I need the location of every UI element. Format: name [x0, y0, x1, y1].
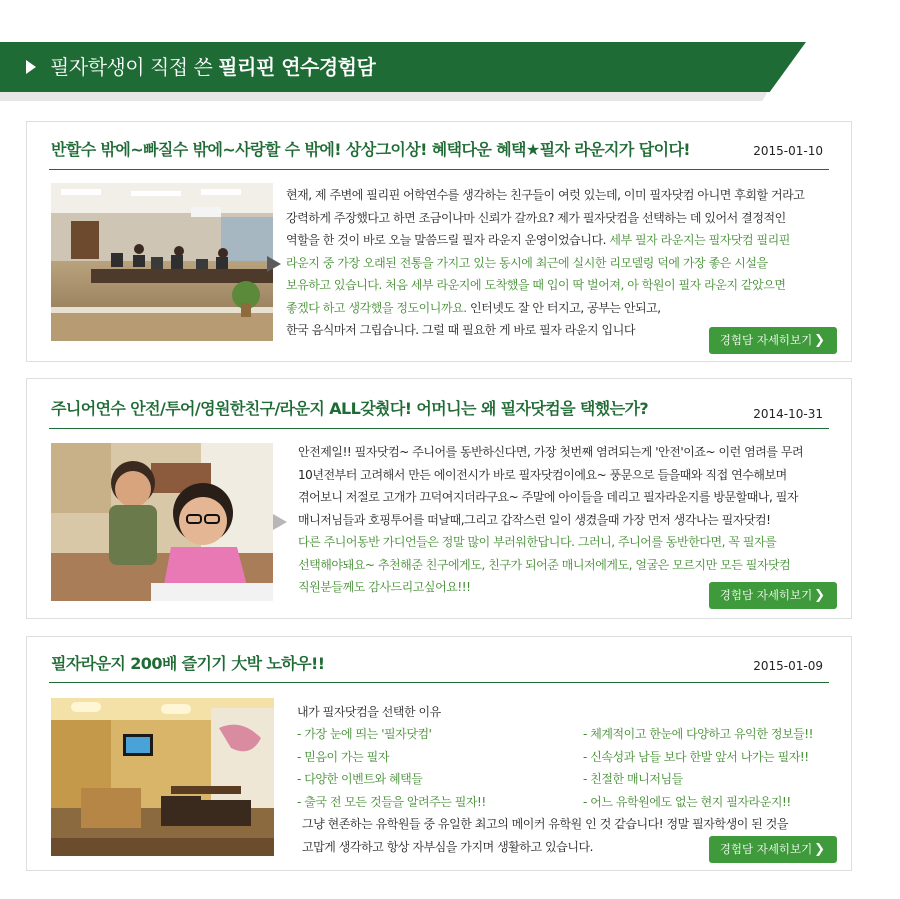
body-line: 현재, 제 주변에 필리핀 어학연수를 생각하는 친구들이 여럿 있는데, 이미 필자닷컴 아니면 후회할 거라고 [286, 188, 805, 202]
lounge-photo[interactable] [51, 183, 273, 341]
play-arrow-icon [26, 60, 36, 74]
chevron-right-icon: ❯ [814, 842, 825, 857]
body-line: 좋겠다 하고 생각했을 정도이니까요. 인터넷도 잘 안 터지고, 공부는 안되고, [286, 300, 661, 315]
reason-list-left [297, 723, 486, 813]
reason-item: - 출국 전 모든 것들을 알려주는 필자!! [297, 794, 486, 809]
photo-pointer-icon [267, 256, 281, 272]
intro-text: 내가 필자닷컴을 선택한 이유 [297, 705, 441, 719]
section-title-prefix: 필자학생이 직접 쓴 [50, 55, 213, 79]
lounge-interior-photo-icon [51, 698, 274, 856]
body-line: 역할을 한 것이 바로 오늘 말씀드릴 필자 라운지 운영이었습니다. 세부 필자 라운지는 필자닷컴 필리핀 [286, 233, 790, 247]
review-body [298, 441, 846, 599]
review-title[interactable]: 필자라운지 200배 즐기기 大박 노하우!! [51, 654, 325, 673]
review-card-2 [26, 378, 852, 619]
review-card-1 [26, 121, 852, 362]
body-line: 강력하게 주장했다고 하면 조금이나마 신뢰가 갈까요? 제가 필자닷컴을 선택하는 데 있어서 결정적인 [286, 210, 786, 225]
read-more-button[interactable] [709, 836, 837, 863]
body-line: 매니저님들과 호핑투어를 떠날때,그리고 갑작스런 일이 생겼을때 가장 먼저 생각나는 필자닷컴! [298, 512, 771, 527]
body-line: 다른 주니어동반 가디언들은 정말 많이 부러워한답니다. 그러니, 주니어를 동반한다면, 꼭 필자를 [298, 535, 777, 549]
outro-line: 고맙게 생각하고 항상 자부심을 가지며 생활하고 있습니다. [302, 839, 593, 854]
reason-item: - 가장 눈에 띄는 '필자닷컴' [297, 727, 432, 741]
read-more-button[interactable] [709, 582, 837, 609]
read-more-label: 경험담 자세히보기 [719, 588, 813, 602]
review-card-3 [26, 636, 852, 871]
reason-item: - 믿음이 가는 필자 [297, 749, 389, 764]
body-line: 안전제일!! 필자닷컴~ 주니어를 동반하신다면, 가장 첫번째 염려되는게 '안전'이죠~ 이런 염려를 무려 [298, 445, 804, 459]
body-line: 겪어보니 저절로 고개가 끄덕여지더라구요~ 주말에 아이들을 데리고 필자라운지를 방문할때나, 필자 [298, 490, 799, 504]
body-line: 한국 음식마저 그립습니다. 그럴 때 필요한 게 바로 필자 라운지 입니다 [286, 323, 635, 337]
junior-students-photo-icon [51, 443, 273, 601]
body-line: 선택해야돼요~ 추천해준 친구에게도, 친구가 되어준 매니저에게도, 얼굴은 모르지만 모든 필자닷컴 [298, 557, 791, 572]
reason-item: - 체계적이고 한눈에 다양하고 유익한 정보들!! [583, 727, 813, 741]
body-line: 10년전부터 고려해서 만든 에이전시가 바로 필자닷컴이에요~ 풍문으로 들을때와 직접 연수해보며 [298, 467, 787, 482]
body-line: 직원분들께도 감사드리고싶어요!!! [298, 580, 471, 594]
review-intro [297, 701, 441, 724]
title-divider [49, 682, 829, 683]
outro-line: 그냥 현존하는 유학원들 중 유일한 최고의 메이커 유학원 인 것 같습니다! 정말 필자학생이 된 것을 [302, 817, 789, 831]
title-divider [49, 428, 829, 429]
review-date: 2015-01-09 [753, 659, 823, 673]
lounge-photo-icon [51, 183, 273, 341]
junior-students-photo[interactable] [51, 443, 273, 601]
body-line: 보유하고 있습니다. 처음 세부 라운지에 도착했을 때 입이 딱 벌어져, 아 학원이 필자 라운지 같았으면 [286, 278, 786, 292]
reason-item: - 신속성과 남들 보다 한발 앞서 나가는 필자!! [583, 749, 809, 764]
reason-item: - 친절한 매니저님들 [583, 772, 683, 786]
read-more-label: 경험담 자세히보기 [719, 333, 813, 347]
read-more-button[interactable] [709, 327, 837, 354]
review-title[interactable]: 반할수 밖에~빠질수 밖에~사랑할 수 밖에! 상상그이상! 혜택다운 혜택★필자 라운지가 답이다! [51, 140, 690, 159]
reason-list-right [583, 723, 813, 813]
lounge-interior-photo[interactable] [51, 698, 274, 856]
reason-item: - 다양한 이벤트와 혜택들 [297, 772, 423, 786]
reason-item: - 어느 유학원에도 없는 현지 필자라운지!! [583, 794, 791, 809]
section-title [50, 52, 375, 82]
read-more-label: 경험담 자세히보기 [719, 842, 813, 856]
review-body [286, 184, 846, 342]
review-title[interactable]: 주니어연수 안전/투어/영원한친구/라운지 ALL갖췄다! 어머니는 왜 필자닷컴을 택했는가? [51, 399, 649, 418]
review-date: 2015-01-10 [753, 144, 823, 158]
body-line: 라운지 중 가장 오래된 전통을 가지고 있는 동시에 최근에 실시한 리모델링 덕에 가장 좋은 시설을 [286, 255, 768, 270]
highlight-text: 세부 필자 라운지는 필자닷컴 필리핀 [609, 233, 790, 247]
section-title-bold: 필리핀 연수경험담 [218, 55, 376, 79]
highlight-text: 좋겠다 하고 생각했을 정도이니까요. [286, 300, 467, 315]
chevron-right-icon: ❯ [814, 333, 825, 348]
review-date: 2014-10-31 [753, 407, 823, 421]
chevron-right-icon: ❯ [814, 588, 825, 603]
title-divider [49, 169, 829, 170]
photo-pointer-icon [273, 514, 287, 530]
